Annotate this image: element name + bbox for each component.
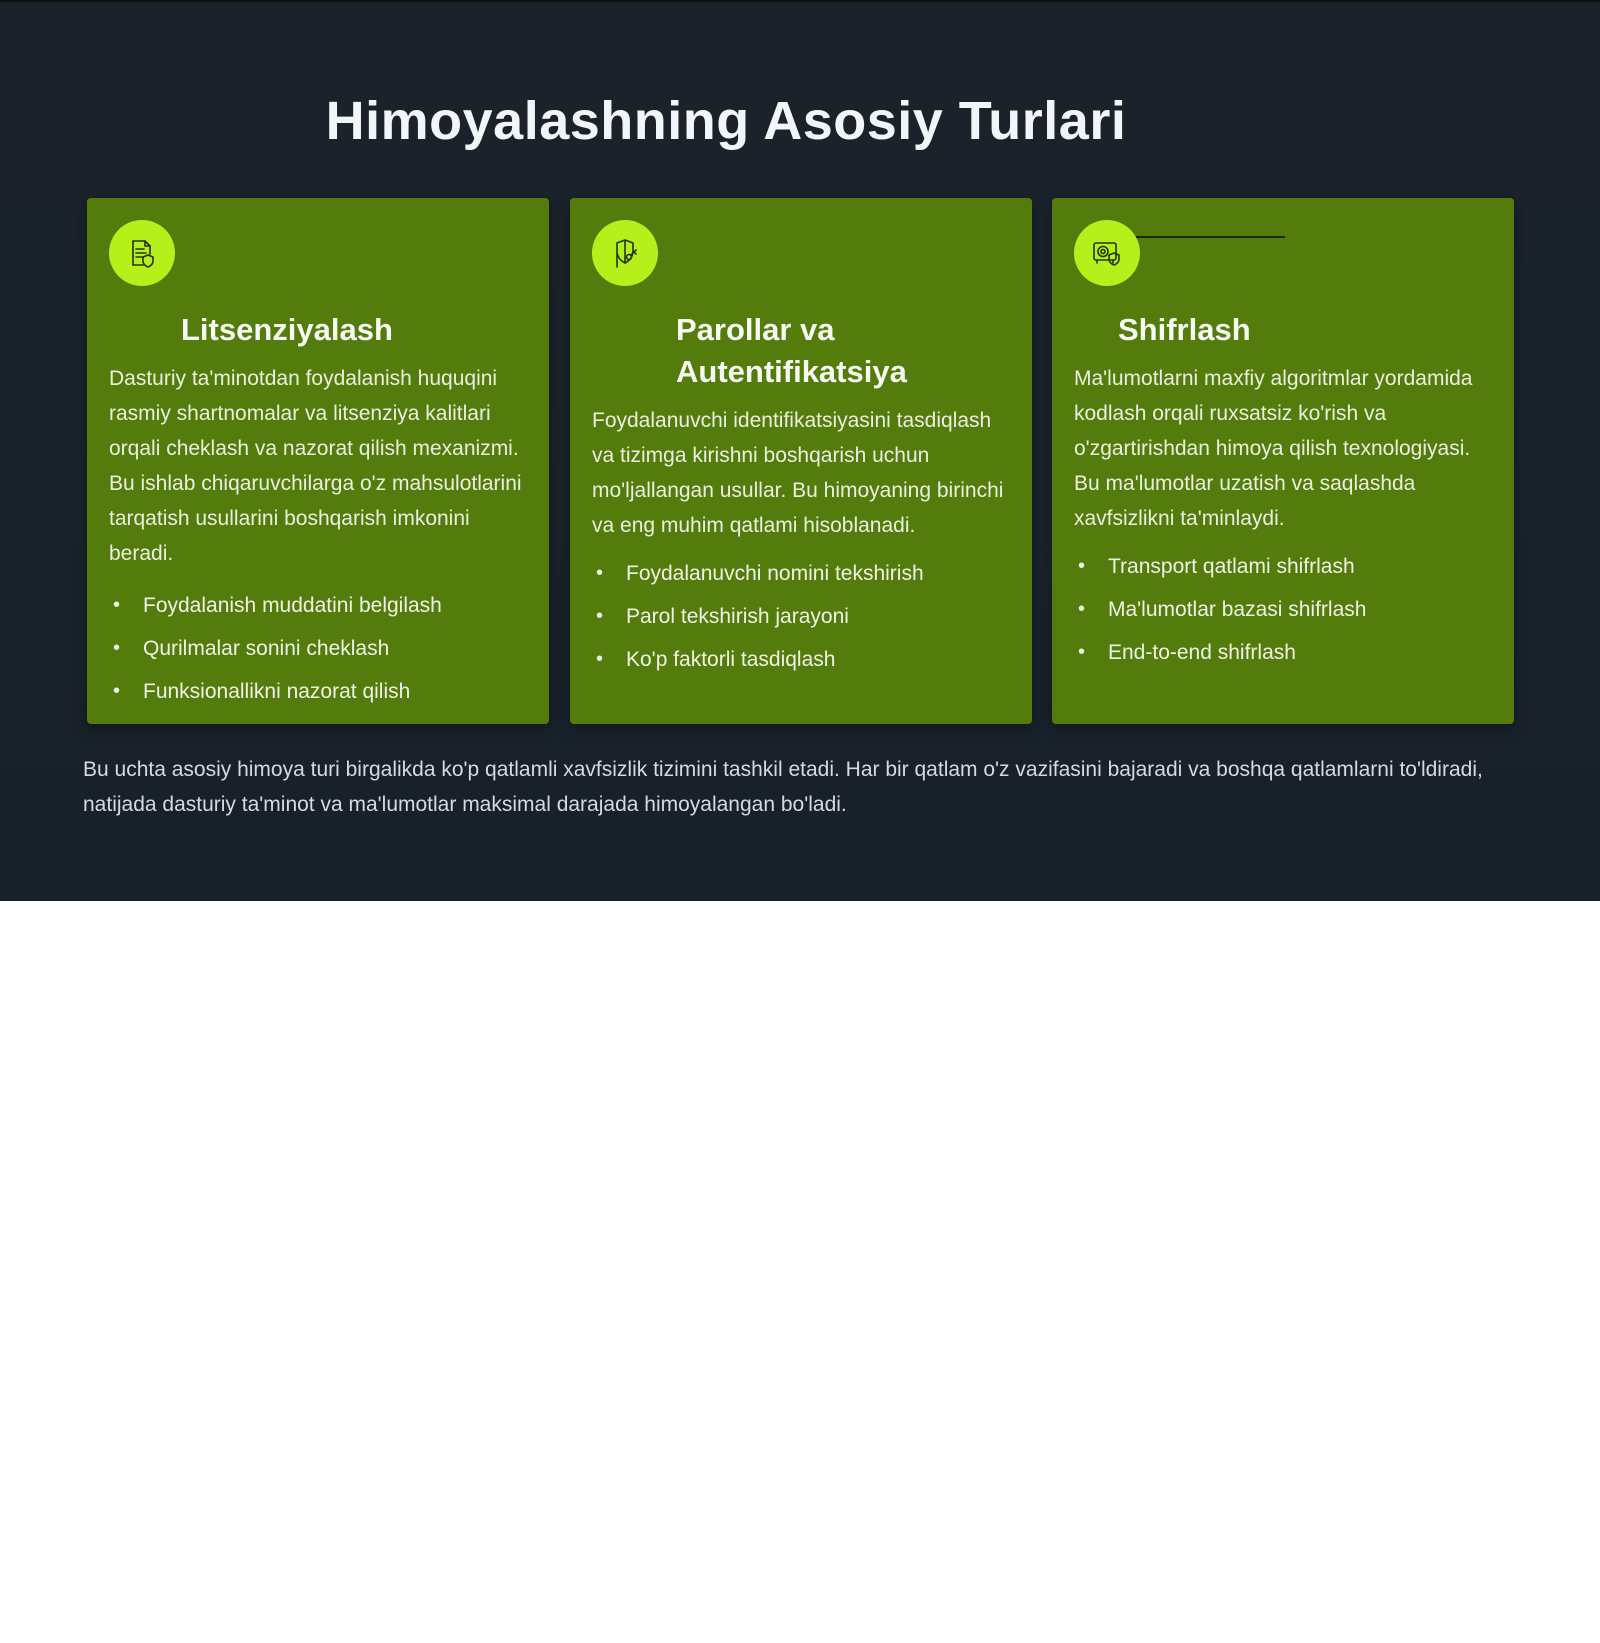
list-item-label: Ma'lumotlar bazasi shifrlash bbox=[1108, 598, 1367, 621]
summary-text: Bu uchta asosiy himoya turi birgalikda ko'p qatlamli xavfsizlik tizimini tashkil etadi. Har bir qatlam o'z vazifasini bajaradi va boshqa qatlamlarni to'ldiradi, natijada dasturiy ta'minot va ma'lumotlar maksimal darajada himoyalangan bo'ladi. bbox=[83, 758, 1483, 816]
card-title: Parollar va Autentifikatsiya bbox=[676, 312, 907, 389]
bullet-dot: • bbox=[596, 605, 604, 627]
bullet-dot: • bbox=[596, 648, 604, 670]
decorative-line bbox=[1118, 236, 1285, 238]
bullet-dot: • bbox=[113, 637, 121, 659]
bullet-dot: • bbox=[596, 562, 604, 584]
list-item-label: Ko'p faktorli tasdiqlash bbox=[626, 648, 836, 671]
bullet-dot: • bbox=[113, 594, 121, 616]
list-item bbox=[592, 638, 1014, 681]
icon-badge bbox=[1074, 220, 1140, 286]
list-item-label: Transport qatlami shifrlash bbox=[1108, 555, 1355, 578]
bullet-dot: • bbox=[1078, 598, 1086, 620]
bullet-list bbox=[592, 552, 1014, 681]
shield-key-icon bbox=[607, 235, 643, 271]
bullet-dot: • bbox=[1078, 555, 1086, 577]
card-title: Shifrlash bbox=[1118, 312, 1251, 347]
card-description: Foydalanuvchi identifikatsiyasini tasdiqlash va tizimga kirishni boshqarish uchun mo'ljallangan usullar. Bu himoyaning birinchi va eng muhim qatlami hisoblanadi. bbox=[592, 409, 1004, 537]
bullet-list bbox=[1074, 545, 1496, 674]
card-description: Dasturiy ta'minotdan foydalanish huquqini rasmiy shartnomalar va litsenziya kalitlari orqali cheklash va nazorat qilish mexanizmi. Bu ishlab chiqaruvchilarga o'z mahsulotlarini tarqatish usullarini boshqarish imkonini beradi. bbox=[109, 367, 522, 565]
list-item bbox=[592, 595, 1014, 638]
card-licensing bbox=[87, 198, 549, 724]
list-item bbox=[109, 670, 531, 713]
bullet-dot: • bbox=[1078, 641, 1086, 663]
license-document-shield-icon bbox=[124, 235, 160, 271]
icon-badge bbox=[592, 220, 658, 286]
card-encryption bbox=[1052, 198, 1514, 724]
list-item-label: End-to-end shifrlash bbox=[1108, 641, 1296, 664]
card-passwords-authentication bbox=[570, 198, 1032, 724]
list-item bbox=[109, 584, 531, 627]
card-title: Litsenziyalash bbox=[181, 312, 393, 347]
page-title: Himoyalashning Asosiy Turlari bbox=[325, 91, 1127, 151]
card-description: Ma'lumotlarni maxfiy algoritmlar yordamida kodlash orqali ruxsatsiz ko'rish va o'zgartirishdan himoya qilish texnologiyasi. Bu ma'lumotlar uzatish va saqlashda xavfsizlikni ta'minlaydi. bbox=[1074, 367, 1473, 530]
list-item-label: Funksionallikni nazorat qilish bbox=[143, 680, 411, 703]
bullet-list bbox=[109, 584, 531, 713]
list-item bbox=[109, 627, 531, 670]
list-item bbox=[1074, 631, 1496, 674]
list-item bbox=[1074, 588, 1496, 631]
list-item-label: Foydalanuvchi nomini tekshirish bbox=[626, 562, 924, 585]
list-item-label: Foydalanish muddatini belgilash bbox=[143, 594, 442, 617]
bullet-dot: • bbox=[113, 680, 121, 702]
list-item bbox=[1074, 545, 1496, 588]
list-item bbox=[592, 552, 1014, 595]
list-item-label: Qurilmalar sonini cheklash bbox=[143, 637, 390, 660]
icon-badge bbox=[109, 220, 175, 286]
encryption-safe-shield-icon bbox=[1089, 235, 1125, 271]
list-item-label: Parol tekshirish jarayoni bbox=[626, 605, 849, 628]
